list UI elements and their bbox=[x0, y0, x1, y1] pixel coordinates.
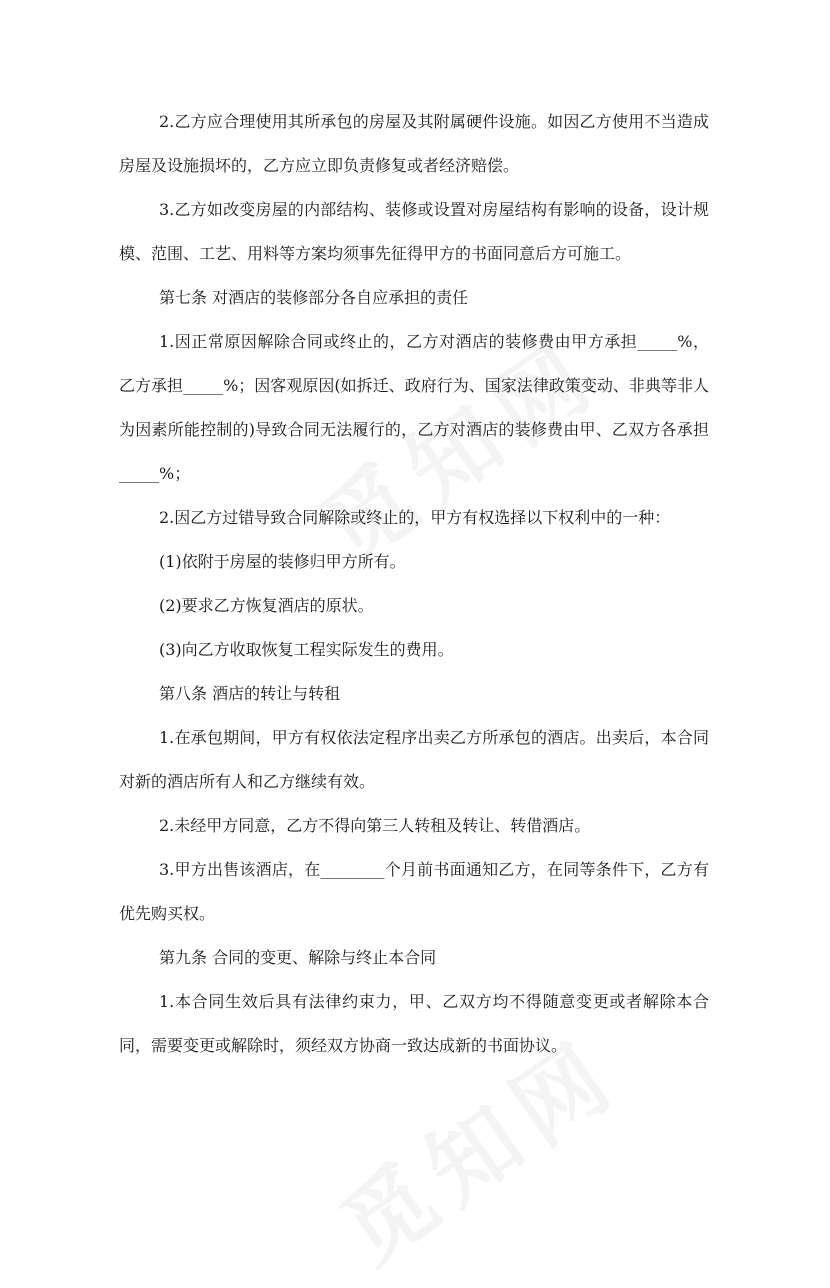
paragraph-text: 第七条 对酒店的装修部分各自应承担的责任 bbox=[159, 288, 469, 307]
paragraph-8-3 bbox=[119, 848, 709, 936]
paragraph-text: 第九条 合同的变更、解除与终止本合同 bbox=[159, 948, 437, 967]
paragraph-text: 1.在承包期间，甲方有权依法定程序出卖乙方所承包的酒店。出卖后，本合同对新的酒店所有人和乙方继续有效。 bbox=[119, 728, 709, 791]
paragraph-text: (3)向乙方收取恢复工程实际发生的费用。 bbox=[159, 640, 454, 659]
paragraph-8-2 bbox=[119, 804, 709, 848]
item-7-2-2 bbox=[119, 584, 709, 628]
paragraph-text: 1.本合同生效后具有法律约束力，甲、乙双方均不得随意变更或者解除本合同，需要变更或解除时，须经双方协商一致达成新的书面协议。 bbox=[119, 992, 709, 1055]
paragraph-6-2 bbox=[119, 100, 709, 188]
paragraph-text: 第八条 酒店的转让与转租 bbox=[159, 684, 341, 703]
item-7-2-1 bbox=[119, 540, 709, 584]
article-8-heading bbox=[119, 672, 709, 716]
paragraph-text: (1)依附于房屋的装修归甲方所有。 bbox=[159, 552, 406, 571]
paragraph-text: (2)要求乙方恢复酒店的原状。 bbox=[159, 596, 374, 615]
paragraph-6-3 bbox=[119, 188, 709, 276]
paragraph-text: 2.因乙方过错导致合同解除或终止的，甲方有权选择以下权利中的一种： bbox=[159, 508, 671, 527]
paragraph-text: 2.未经甲方同意，乙方不得向第三人转租及转让、转借酒店。 bbox=[159, 816, 591, 835]
paragraph-text: 2.乙方应合理使用其所承包的房屋及其附属硬件设施。如因乙方使用不当造成房屋及设施损坏的，乙方应立即负责修复或者经济赔偿。 bbox=[119, 112, 709, 175]
article-7-heading bbox=[119, 276, 709, 320]
paragraph-text: 3.甲方出售该酒店，在________个月前书面通知乙方，在同等条件下，乙方有优先购买权。 bbox=[119, 860, 709, 923]
article-9-heading bbox=[119, 936, 709, 980]
paragraph-8-1 bbox=[119, 716, 709, 804]
paragraph-7-2 bbox=[119, 496, 709, 540]
item-7-2-3 bbox=[119, 628, 709, 672]
paragraph-text: 3.乙方如改变房屋的内部结构、装修或设置对房屋结构有影响的设备，设计规模、范围、工艺、用料等方案均须事先征得甲方的书面同意后方可施工。 bbox=[119, 200, 709, 263]
paragraph-7-1 bbox=[119, 320, 709, 496]
paragraph-9-1 bbox=[119, 980, 709, 1068]
paragraph-text: 1.因正常原因解除合同或终止的，乙方对酒店的装修费由甲方承担_____%，乙方承担_____%；因客观原因(如拆迁、政府行为、国家法律政策变动、非典等非人为因素所能控制的)导致合同无法履行的，乙方对酒店的装修费由甲、乙双方各承担_____%； bbox=[119, 332, 709, 483]
